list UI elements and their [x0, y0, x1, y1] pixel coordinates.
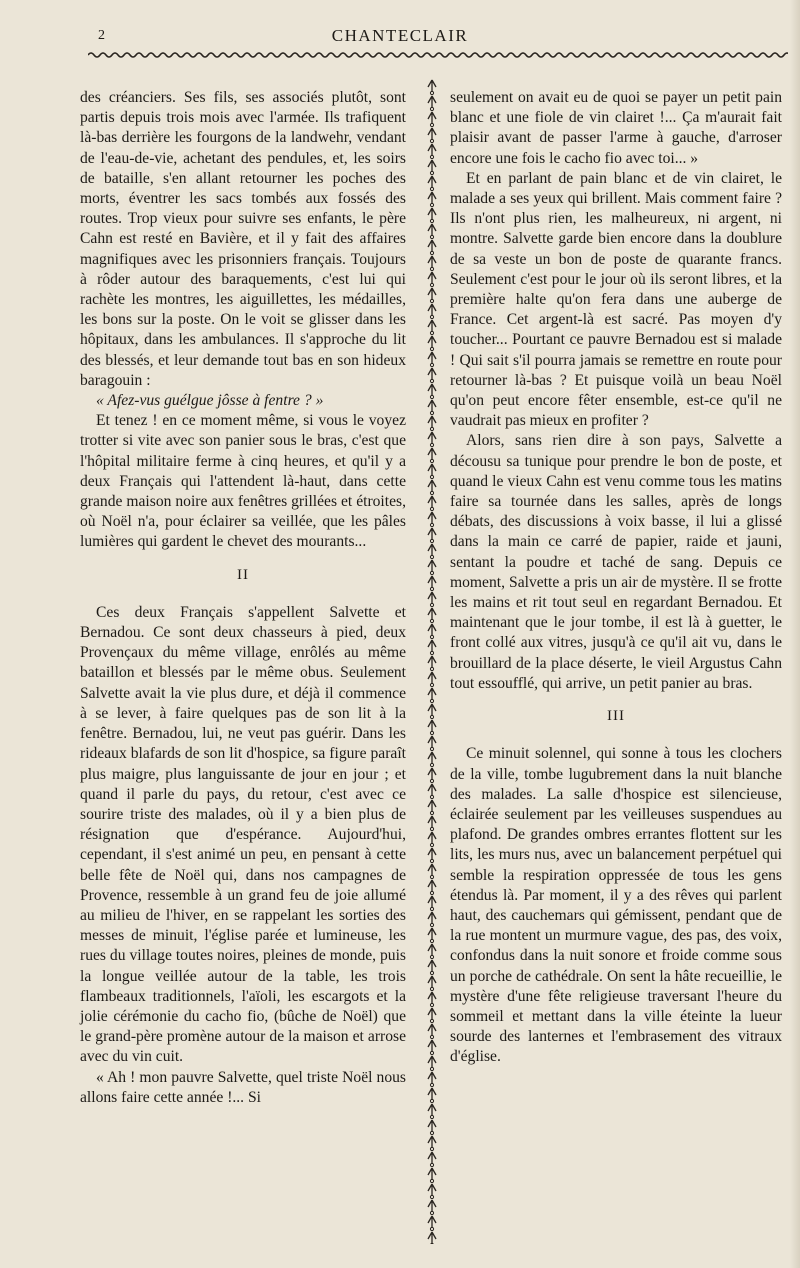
paragraph: « Ah ! mon pauvre Salvette, quel triste Noël nous allons faire cette année !... Si — [80, 1068, 406, 1106]
page-number: 2 — [98, 28, 105, 43]
paragraph: Et en parlant de pain blanc et de vin clairet, le malade a ses yeux qui brillent. Mais comment faire ? Ils n'ont plus rien, les malheureux, ni argent, ni montre. Salvette garde bien encore dans la doublure de sa veste un bon de poste de quarante francs. Seulement c'est pour le jour où ils seront libres, et la première halte qu'on fera dans une auberge de France. Cet argent-là est sacré. Pas moyen d'y toucher... Pourtant ce pauvre Bernadou est si malade ! Qui sait s'il pourra jamais se remettre en route pour retourner là-bas ? Et puisque voilà un beau Noël qu'on peut encore fêter ensemble, est-ce qu'il ne vaudrait pas mieux en profiter ? — [450, 169, 782, 430]
quote-line: « Afez-vus guélgue jôsse à fentre ? » — [96, 392, 324, 410]
paragraph: Ce minuit solennel, qui sonne à tous les clochers de la ville, tombe lugubrement dans la nuit blanche des malades. La salle d'hospice est silencieuse, éclairée seulement par les veilleuses suspendues au plafond. De grandes ombres errantes flottent sur les lits, les murs nus, avec un balancement perpétuel qui semble la respiration oppressée de tous les gens étendus là. Par moment, il y a des rêves qui parlent haut, des cauchemars qui gémissent, pendant que de la rue montent un murmure vague, des pas, des voix, confondus dans la nuit sonore et froide comme sous un porche de cathédrale. On sent la hâte recueillie, le mystère d'une fête religieuse traversant l'heure du sommeil et mettant dans la ville éteinte la lueur sourde des lanternes et l'embrasement des vitraux d'église. — [450, 745, 782, 1066]
section-number: III — [607, 708, 625, 725]
page-header — [0, 28, 800, 52]
paragraph: Alors, sans rien dire à son pays, Salvette a décousu sa tunique pour prendre le bon de poste, et quand le vieux Cahn est venu comme tous les matins faire sa tournée dans les salles, après de longs débats, des discussions à voix basse, il lui a glissé dans la main ce carré de papier, raide et jauni, sentant la poudre et taché de sang. Depuis ce moment, Salvette a pris un air de mystère. Il se frotte les mains et rit tout seul en regardant Bernadou. Et maintenant que le jour tombe, il est là à guetter, le front collé aux vitres, jusqu'à ce qu'il ait vu, dans le brouillard de la place déserte, le vieil Argustus Cahn tout essoufflé, qui arrive, un petit panier au bras. — [450, 432, 782, 692]
page-edge — [790, 0, 800, 1268]
running-title: CHANTECLAIR — [331, 26, 469, 45]
wavy-rule — [88, 50, 788, 60]
paragraph: Ces deux Français s'appellent Salvette et Bernadou. Ce sont deux chasseurs à pied, deux Provençaux du même village, enrôlés au même bataillon et blessés par le même obus. Seulement Salvette avait la vie plus dure, et déjà il commence à se lever, à faire quelques pas de son lit à la fenêtre. Bernadou, lui, ne veut pas guérir. Dans les rideaux blafards de son lit d'hospice, sa figure paraît plus maigre, plus languissante de jour en jour ; et quand il parle du pays, du retour, c'est avec ce sourire triste des malades, où il y a bien plus de résignation que d'espérance. Aujourd'hui, cependant, il s'est animé un peu, en pensant à cette belle fête de Noël qui, dans nos campagnes de Provence, ressemble à un grand feu de joie allumé au milieu de l'hiver, en se rappelant les sorties des messes de minuit, l'église parée et lumineuse, les rues du village toutes noires, pleines de monde, puis la longue veillée autour de la table, les trois flambeaux traditionnels, l'aïoli, les escargots et la jolie cérémonie du cacho fio, (bûche de Noël) que le grand-père promène autour de la maison et arrose avec du vin cuit. — [80, 603, 406, 1066]
paragraph: Et tenez ! en ce moment même, si vous le voyez trotter si vite avec son panier sous le bras, c'est que l'hôpital militaire ferme à cinq heures, et qu'il y a deux Français qui l'attendent là-haut, dans cette grande maison noire aux fenêtres grillées et étroites, où Noël n'a, pour éclairer sa veillée, que les pâles lumières qui gardent le chevet des mourants... — [80, 412, 406, 551]
right-column — [450, 88, 782, 1068]
vine-ornament-divider — [424, 74, 440, 1244]
section-number: II — [237, 566, 249, 583]
paragraph: seulement on avait eu de quoi se payer un petit pain blanc et une fiole de vin clairet !... Ça m'aurait fait plaisir avant de passer l'arme à gauche, d'arroser encore une fois le cacho fio avec toi... » — [450, 89, 782, 167]
paragraph: des créanciers. Ses fils, ses associés plutôt, sont partis depuis trois mois avec l'armée. Ils trafiquent là-bas derrière les fourgons de la landwehr, vendant de l'eau-de-vie, achetant des pendules, et, les soirs de bataille, s'en allant retourner les poches des morts, éventrer les sacs tombés aux fossés des routes. Trop vieux pour suivre ses enfants, le père Cahn est resté en Bavière, et il y fait des affaires magnifiques avec les prisonniers français. Toujours à rôder autour des baraquements, c'est lui qui rachète les montres, les aiguillettes, les médailles, les bons sur la poste. On le voit se glisser dans les hôpitaux, dans les ambulances. Il s'approche du lit des blessés, et leur demande tout bas en son hideux baragouin : — [80, 89, 406, 389]
left-column — [80, 88, 406, 1108]
